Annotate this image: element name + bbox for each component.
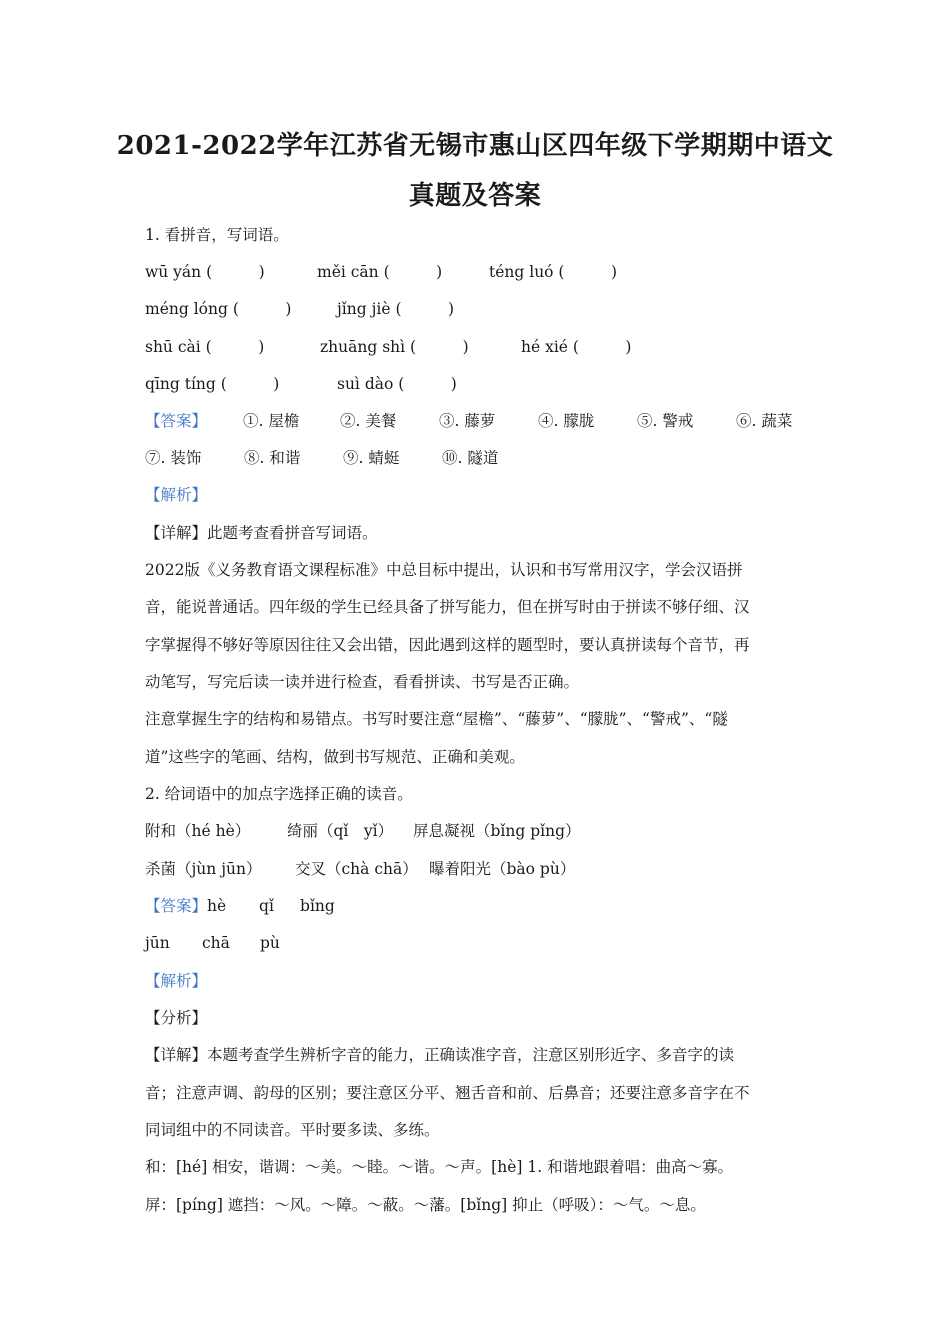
q2-detail-line: 【详解】本题考查学生辨析字音的能力，正确读准字音，注意区别形近字、多音字的读 [145,1046,735,1064]
pinyin-row-1 [145,261,617,283]
pinyin-item: qīng tíng ( ) [145,375,280,393]
q1-para2-line: 道”这些字的笔画、结构，做到书写规范、正确和美观。 [145,748,525,766]
document-title-line-2: 真题及答案 [408,181,542,211]
answer-item: pù [260,934,280,952]
answer-item: jūn [145,934,170,952]
answer-label: 【答案】 [145,897,208,915]
answer-label: 【答案】 [145,412,208,430]
answer-item: ②. 美餐 [340,412,397,430]
q1-para1-line: 动笔写，写完后读一读并进行检查，看看拼读、书写是否正确。 [145,673,580,691]
answer-item: ⑧. 和谐 [244,449,301,467]
q1-para1-line: 2022版《义务教育语文课程标准》中总目标中提出，认识和书写常用汉字，学会汉语拼 [145,561,743,579]
pinyin-item: wū yán ( ) [145,263,265,281]
answer-item: ①. 屋檐 [243,412,300,430]
q1-para2-line: 注意掌握生字的结构和易错点。书写时要注意“屋檐”、“藤萝”、“朦胧”、“警戒”、“隧 [145,710,728,728]
answer-item: ⑤. 警戒 [637,412,694,430]
q2-row-1 [145,820,581,842]
q1-para1-line: 字掌握得不够好等原因往往又会出错，因此遇到这样的题型时，要认真拼读每个音节，再 [145,636,750,654]
q2-ping-explanation: 屏：[píng] 遮挡：～风。～障。～蔽。～藩。[bǐng] 抑止（呼吸）：～气。～息。 [145,1196,706,1214]
question-2-prompt: 2. 给词语中的加点字选择正确的读音。 [145,785,413,803]
answer-item: ③. 藤萝 [439,412,496,430]
q2-answer-row-2 [145,932,280,954]
pinyin-row-4 [145,373,457,395]
q2-row-2 [145,858,575,880]
pinyin-item: méng lóng ( ) [145,300,292,318]
q1-answer-row-2 [145,447,498,469]
word-item: 曝着阳光（bào pù） [429,860,576,878]
pinyin-item: měi cān ( ) [317,263,443,281]
q2-detail-line: 音；注意声调、韵母的区别；要注意区分平、翘舌音和前、后鼻音；还要注意多音字在不 [145,1084,750,1102]
answer-item: ⑦. 装饰 [145,449,202,467]
word-item: 杀菌（jùn jūn） [145,860,262,878]
answer-item: qǐ [259,897,274,915]
answer-item: ⑨. 蜻蜓 [343,449,400,467]
pinyin-row-3 [145,336,631,358]
q2-detail-line: 同词组中的不同读音。平时要多读、多练。 [145,1121,440,1139]
pinyin-item: shū cài ( ) [145,338,265,356]
pinyin-item: suì dào ( ) [337,375,457,393]
q1-answer-row-1 [145,410,792,432]
pinyin-item: téng luó ( ) [489,263,618,281]
pinyin-item: hé xié ( ) [521,338,632,356]
q1-para1-line: 音，能说普通话。四年级的学生已经具备了拼写能力，但在拼写时由于拼读不够仔细、汉 [145,598,750,616]
pinyin-row-2 [145,298,454,320]
answer-item: ④. 朦胧 [538,412,595,430]
q2-analysis-sub: 【分析】 [145,1009,208,1027]
pinyin-item: jǐng jiè ( ) [337,300,455,318]
answer-item: ⑥. 蔬菜 [736,412,793,430]
q2-answer-row-1 [145,895,335,917]
q2-he-explanation: 和：[hé] 相安，谐调：～美。～睦。～谐。～声。[hè] 1. 和谐地跟着唱：曲高～寡。 [145,1158,734,1176]
q1-detail: 【详解】此题考查看拼音写词语。 [145,524,378,542]
word-item: 屏息凝视（bǐng pǐng） [413,822,581,840]
pinyin-item: zhuāng shì ( ) [320,338,469,356]
word-item: 附和（hé hè） [145,822,251,840]
word-item: 交叉（chà chā） [295,860,418,878]
word-item: 绮丽（qǐ yǐ） [287,822,394,840]
q1-analysis-label: 【解析】 [145,486,208,504]
answer-item: hè [207,897,227,915]
answer-item: ⑩. 隧道 [442,449,499,467]
q2-analysis-label: 【解析】 [145,972,208,990]
question-1-prompt: 1. 看拼音，写词语。 [145,226,289,244]
document-title-line-1: 2021-2022学年江苏省无锡市惠山区四年级下学期期中语文 [116,131,834,161]
answer-item: chā [202,934,230,952]
answer-item: bǐng [300,897,335,915]
